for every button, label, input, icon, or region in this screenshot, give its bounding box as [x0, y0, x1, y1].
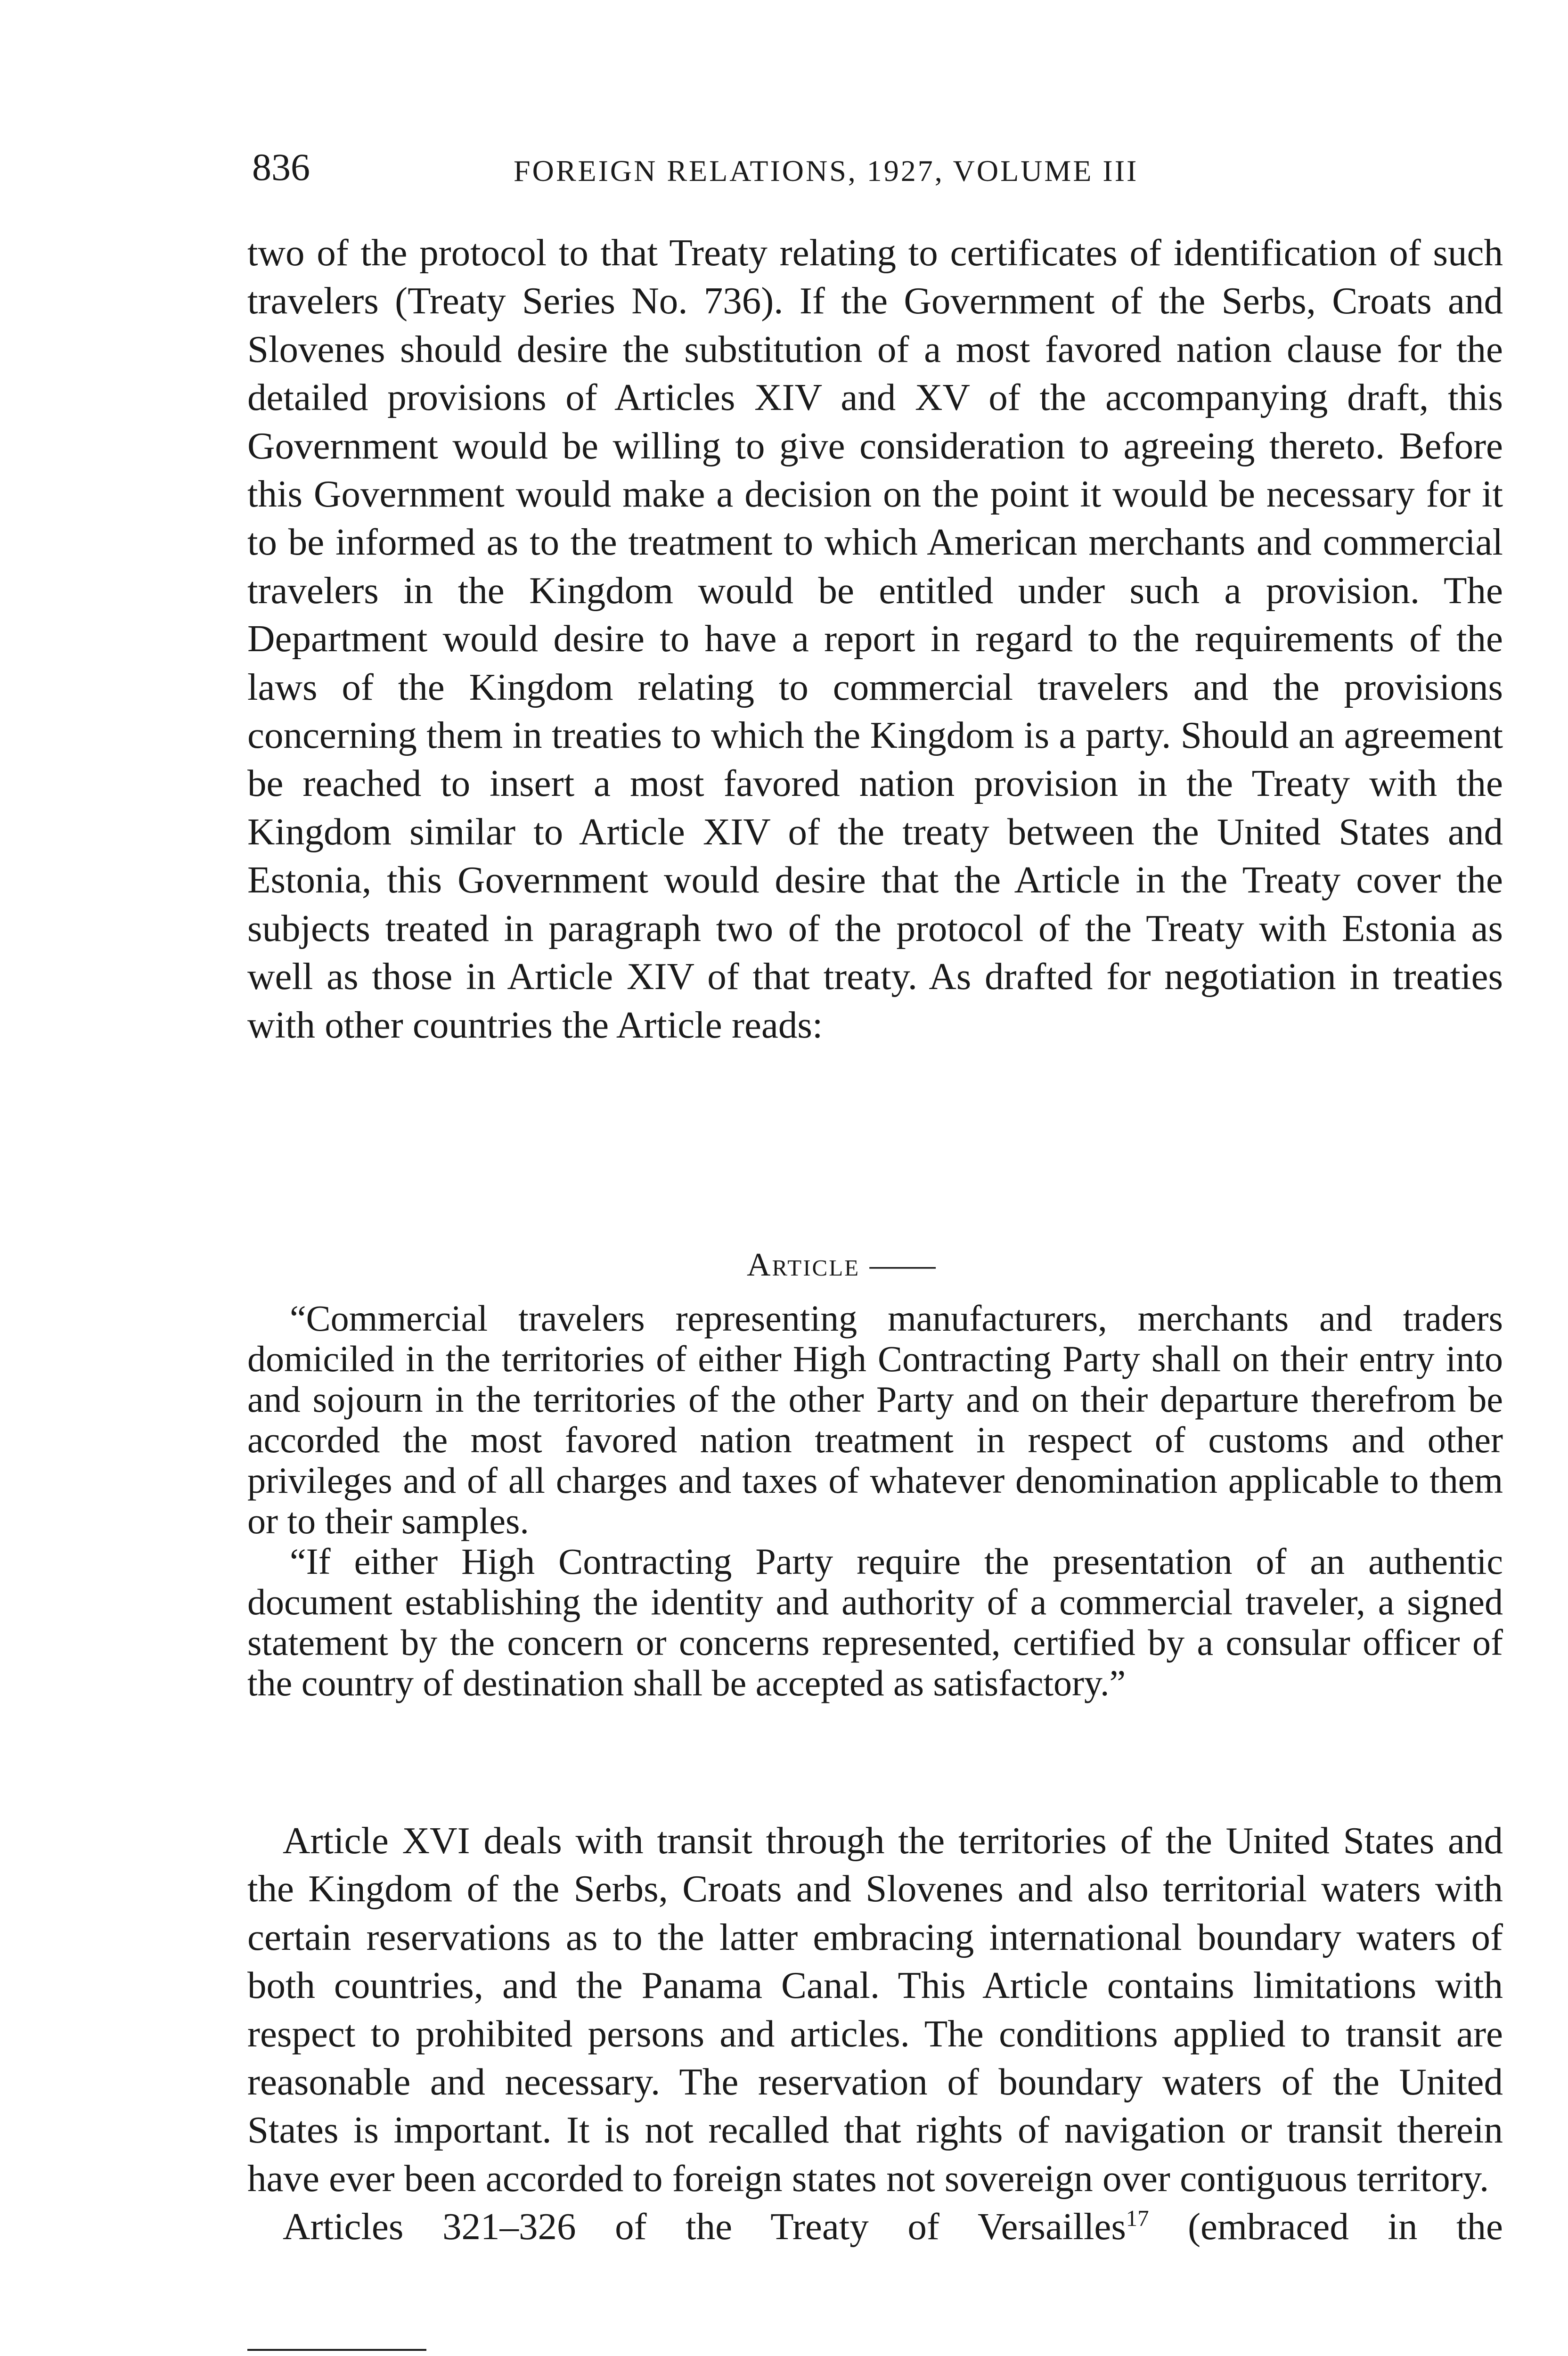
page-number: 836 [252, 146, 310, 188]
footnote-rule [247, 2349, 426, 2351]
body-text [247, 229, 1503, 1049]
quoted-paragraph: “If either High Contracting Party require the presentation of an authentic document establishing the identity and authority of a commercial traveler, a signed statement by the concern or concerns represented, certified by a consular officer of the country of destination shall be accepted as satisfactory.” [247, 1541, 1503, 1703]
article-heading-label: Article [747, 1247, 860, 1283]
footnote-reference[interactable]: 17 [1126, 2206, 1149, 2232]
running-head [252, 144, 1501, 191]
paragraph-text: Articles 321–326 of the Treaty of Versailles [283, 2205, 1126, 2248]
running-title: FOREIGN RELATIONS, 1927, VOLUME III [514, 154, 1139, 188]
paragraph [247, 2202, 1503, 2250]
article-number-blank: —— [869, 1247, 936, 1283]
paragraph-text: (embraced in the [1149, 2205, 1503, 2248]
article-heading [747, 1244, 936, 1286]
quoted-paragraph: “Commercial travelers representing manufacturers, merchants and traders domiciled in the territories of either High Contracting Party shall on their entry into and sojourn in the territories of the other Party and on their departure therefrom be accorded the most favored nation treatment in respect of customs and other privileges and of all charges and taxes of whatever denomination applicable to them or to their samples. [247, 1298, 1503, 1541]
body-text-continued [247, 1816, 1503, 2251]
paragraph: two of the protocol to that Treaty relating to certificates of identification of such travelers (Treaty Series No. 736). If the Government of the Serbs, Croats and Slovenes should desire the substitution of a most favored nation clause for the detailed provisions of Articles XIV and XV of the accompanying draft, this Government would be willing to give consideration to agreeing thereto. Before this Government would make a decision on the point it would be necessary for it to be informed as to the treatment to which American merchants and commercial travelers in the Kingdom would be entitled under such a provision. The Department would desire to have a report in regard to the requirements of the laws of the Kingdom relating to commercial travelers and the provisions concerning them in treaties to which the Kingdom is a party. Should an agreement be reached to insert a most favored nation provision in the Treaty with the Kingdom similar to Article XIV of the treaty between the United States and Estonia, this Government would desire that the Article in the Treaty cover the subjects treated in paragraph two of the protocol of the Treaty with Estonia as well as those in Article XIV of that treaty. As drafted for negotiation in treaties with other countries the Article reads: [247, 231, 1503, 1046]
quoted-article [247, 1298, 1503, 1703]
paragraph: Article XVI deals with transit through the territories of the United States and the Kingdom of the Serbs, Croats and Slovenes and also territorial waters with certain reservations as to the latter embracing international boundary waters of both countries, and the Panama Canal. This Article contains limitations with respect to prohibited persons and articles. The conditions applied to transit are reasonable and necessary. The reservation of boundary waters of the United States is important. It is not recalled that rights of navigation or transit therein have ever been accorded to foreign states not sovereign over contiguous territory. [247, 1819, 1503, 2200]
